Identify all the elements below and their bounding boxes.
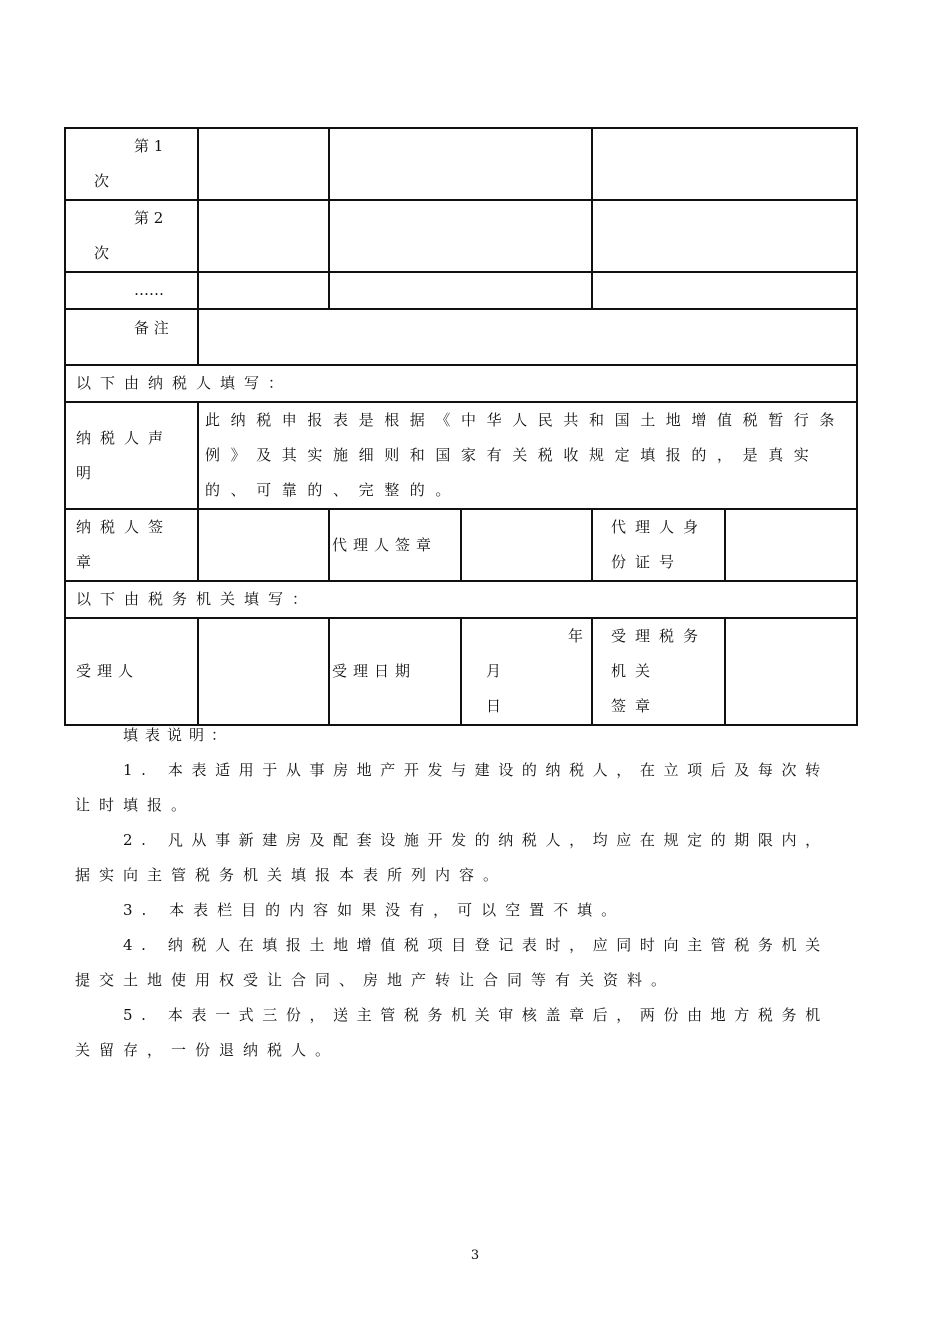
declaration-label xyxy=(65,402,198,509)
instruction-1-line2: 让时填报。 xyxy=(75,796,196,814)
cell-r2-c3[interactable] xyxy=(329,200,592,272)
instruction-4-line1: 4. 纳税人在填报土地增值税项目登记表时，应同时向主管税务机关 xyxy=(123,936,829,954)
declaration-text-line2: 例》及其实施细则和国家有关税收规定填报的，是真实 xyxy=(205,446,820,464)
receiver-label: 受理人 xyxy=(65,618,198,725)
tax-office-seal-field[interactable] xyxy=(725,618,857,725)
cell-r2-c4[interactable] xyxy=(592,200,857,272)
date-day-label: 日 xyxy=(486,697,502,715)
page-number: 3 xyxy=(470,1248,480,1263)
row-label-remark: 备 注 xyxy=(65,309,198,365)
row-label-second-line2: 次 xyxy=(94,244,110,262)
date-month-label: 月 xyxy=(486,662,502,680)
receive-date-field[interactable] xyxy=(461,618,592,725)
instructions-title: 填表说明： xyxy=(123,726,234,744)
row-label-second-line1: 第 2 xyxy=(134,209,164,227)
agent-id-field[interactable] xyxy=(725,509,857,581)
taxpayer-sign-label-line2: 章 xyxy=(76,553,101,571)
declaration-label-line2: 明 xyxy=(76,463,101,482)
agent-id-label-line1: 代理人身 xyxy=(611,518,708,536)
agent-id-label-line2: 份证号 xyxy=(611,553,684,571)
row-remark xyxy=(65,309,857,365)
tax-office-seal-label xyxy=(592,618,725,725)
row-label-first xyxy=(65,128,198,200)
row-second-time xyxy=(65,200,857,272)
tax-office-section-heading: 以下由税务机关填写： xyxy=(65,581,857,618)
tax-office-seal-line2: 机关 xyxy=(611,662,660,680)
agent-id-label xyxy=(592,509,725,581)
declaration-text-line3: 的、可靠的、完整的。 xyxy=(205,481,462,499)
row-first-time xyxy=(65,128,857,200)
taxpayer-section-heading-row xyxy=(65,365,857,402)
row-signatures xyxy=(65,509,857,581)
declaration-label-line1: 纳税人声 xyxy=(76,428,173,447)
cell-r1-c3[interactable] xyxy=(329,128,592,200)
row-label-second xyxy=(65,200,198,272)
cell-r3-c3[interactable] xyxy=(329,272,592,309)
taxpayer-sign-label xyxy=(65,509,198,581)
cell-r3-c4[interactable] xyxy=(592,272,857,309)
instruction-3: 3. 本表栏目的内容如果没有，可以空置不填。 xyxy=(123,901,626,919)
remark-field[interactable] xyxy=(198,309,857,365)
agent-sign-label: 代理人签章 xyxy=(329,509,461,581)
cell-r2-c2[interactable] xyxy=(198,200,329,272)
tax-office-section-heading-row xyxy=(65,581,857,618)
tax-office-seal-line1: 受理税务 xyxy=(611,627,708,645)
cell-r3-c2[interactable] xyxy=(198,272,329,309)
row-acceptance xyxy=(65,618,857,725)
taxpayer-section-heading: 以下由纳税人填写： xyxy=(65,365,857,402)
row-label-ellipsis: …… xyxy=(65,272,198,309)
row-declaration xyxy=(65,402,857,509)
agent-sign-field[interactable] xyxy=(461,509,592,581)
tax-registration-form-table xyxy=(64,127,858,726)
instruction-5-line2: 关留存，一份退纳税人。 xyxy=(75,1041,340,1059)
row-ellipsis xyxy=(65,272,857,309)
cell-r1-c4[interactable] xyxy=(592,128,857,200)
instruction-1-line1: 1. 本表适用于从事房地产开发与建设的纳税人，在立项后及每次转 xyxy=(123,761,829,779)
instruction-4-line2: 提交土地使用权受让合同、房地产转让合同等有关资料。 xyxy=(75,971,676,989)
instruction-2-line2: 据实向主管税务机关填报本表所列内容。 xyxy=(75,866,508,884)
instruction-2-line1: 2. 凡从事新建房及配套设施开发的纳税人，均应在规定的期限内， xyxy=(123,831,829,849)
row-label-first-line1: 第 1 xyxy=(134,137,164,155)
date-year-label: 年 xyxy=(567,627,583,645)
cell-r1-c2[interactable] xyxy=(198,128,329,200)
declaration-text xyxy=(198,402,857,509)
declaration-text-line1: 此纳税申报表是根据《中华人民共和国土地增值税暂行条 xyxy=(205,411,846,429)
taxpayer-sign-label-line1: 纳税人签 xyxy=(76,518,173,536)
tax-office-seal-line3: 签章 xyxy=(611,697,660,715)
instruction-5-line1: 5. 本表一式三份，送主管税务机关审核盖章后，两份由地方税务机 xyxy=(123,1006,829,1024)
receive-date-label: 受理日期 xyxy=(329,618,461,725)
filling-instructions xyxy=(75,718,857,1068)
receiver-field[interactable] xyxy=(198,618,329,725)
taxpayer-sign-field[interactable] xyxy=(198,509,329,581)
row-label-first-line2: 次 xyxy=(94,172,110,190)
